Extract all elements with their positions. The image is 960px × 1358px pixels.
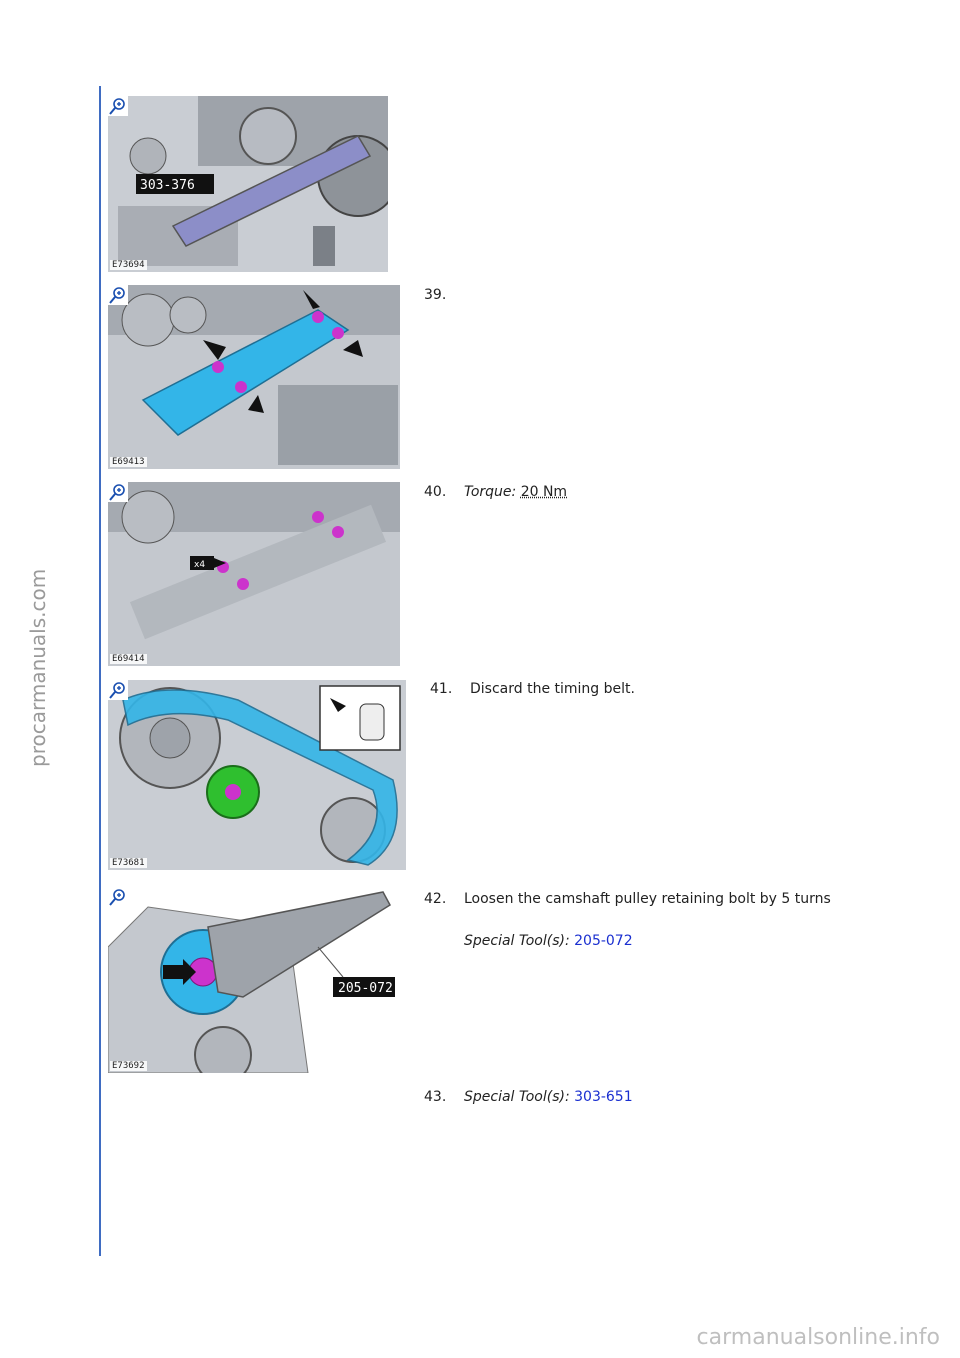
step-42 <box>424 891 831 907</box>
figure-camshaft-pulley-tool <box>108 887 396 1073</box>
figure-5-tool-label: 205-072 <box>338 981 393 996</box>
step-number: 40. <box>424 484 447 500</box>
step-text: Discard the timing belt. <box>470 681 635 697</box>
step-number: 43. <box>424 1089 447 1105</box>
zoom-icon[interactable] <box>108 285 128 305</box>
step-40 <box>424 484 567 500</box>
figure-5-illustration <box>108 887 396 1073</box>
figure-code: E69414 <box>112 654 145 664</box>
step-43 <box>424 1089 633 1105</box>
figure-1-illustration <box>108 96 388 272</box>
step-number: 42. <box>424 891 447 907</box>
torque-label: Torque: <box>464 484 517 500</box>
figure-code: E73681 <box>112 858 145 868</box>
figure-4-illustration <box>108 680 406 870</box>
special-tool-label: Special Tool(s): <box>464 933 570 949</box>
step-number: 39. <box>424 287 447 303</box>
figure-1-tool-label: 303-376 <box>140 178 195 193</box>
torque-value[interactable]: 20 Nm <box>520 484 568 500</box>
side-watermark <box>8 560 48 780</box>
zoom-icon[interactable] <box>108 482 128 502</box>
figure-bearing-cap-bolts <box>108 482 400 666</box>
section-rule <box>99 86 101 1256</box>
figure-camshaft-bearing-cap <box>108 285 400 469</box>
zoom-icon[interactable] <box>108 887 128 907</box>
figure-camshaft-alignment-tool <box>108 96 388 272</box>
step-42-special-tool <box>464 933 633 949</box>
step-41 <box>430 681 635 697</box>
figure-3-tag: x4 <box>194 560 206 570</box>
step-text: Loosen the camshaft pulley retaining bolt by 5 turns <box>464 891 831 907</box>
figure-2-illustration <box>108 285 400 469</box>
figure-code: E73692 <box>112 1061 145 1071</box>
zoom-icon[interactable] <box>108 680 128 700</box>
special-tool-link[interactable]: 205-072 <box>574 933 633 949</box>
bottom-watermark: carmanualsonline.info <box>696 1325 940 1350</box>
figure-3-illustration <box>108 482 400 666</box>
side-watermark-text: procarmanuals.com <box>26 568 50 767</box>
figure-code: E73694 <box>112 260 145 270</box>
special-tool-label: Special Tool(s): <box>464 1089 570 1105</box>
step-39 <box>424 287 464 303</box>
special-tool-link[interactable]: 303-651 <box>574 1089 633 1105</box>
figure-code: E69413 <box>112 457 145 467</box>
figure-timing-belt <box>108 680 406 870</box>
zoom-icon[interactable] <box>108 96 128 116</box>
step-number: 41. <box>430 681 453 697</box>
